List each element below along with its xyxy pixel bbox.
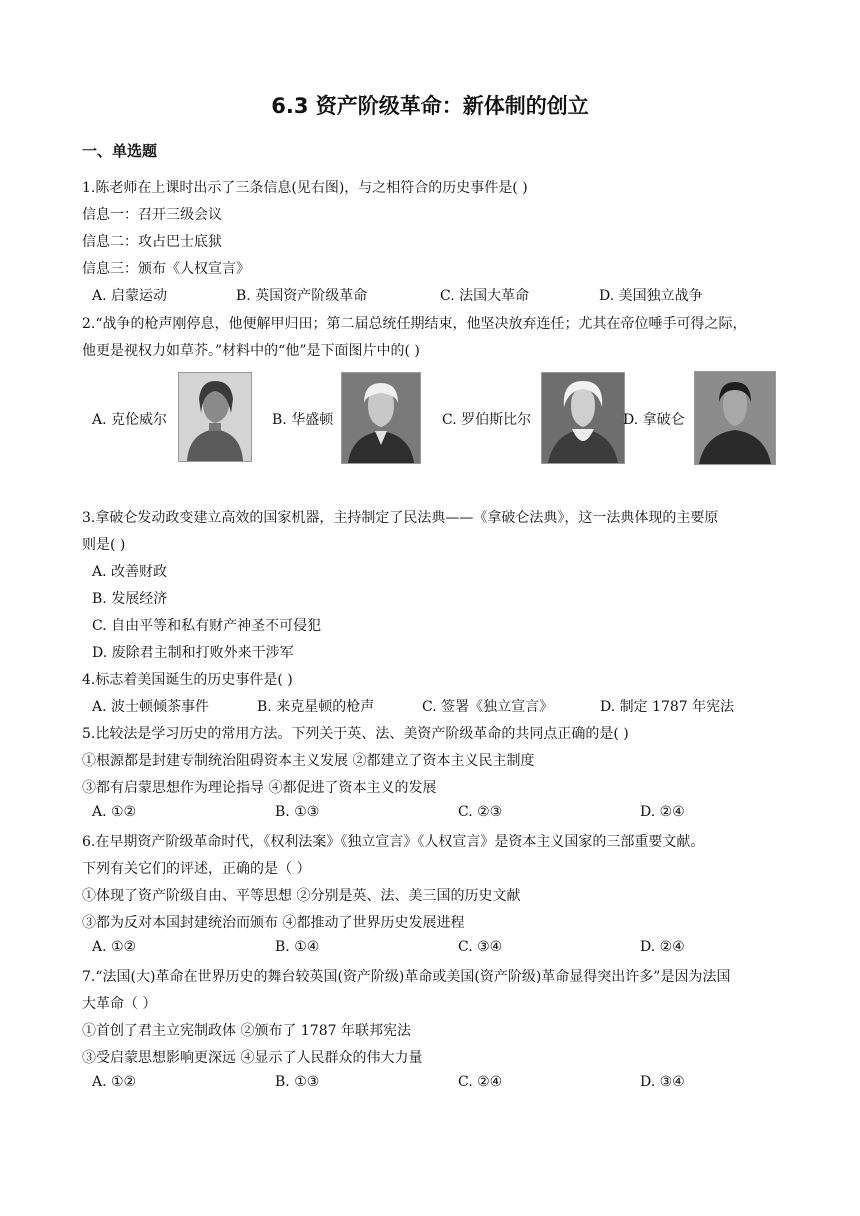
q7-items-line1: ①首创了君主立宪制政体 ②颁布了 1787 年联邦宪法 xyxy=(82,1023,411,1039)
q5-items-line2: ③都有启蒙思想作为理论指导 ④都促进了资本主义的发展 xyxy=(82,780,437,796)
q2-stem-line1: 2.“战争的枪声刚停息，他便解甲归田；第二届总统任期结束，他坚决放弃连任；尤其在帝位唾手可得之际， xyxy=(82,316,747,332)
q4-stem: 4.标志着美国诞生的历史事件是( ) xyxy=(82,672,293,688)
q5-option-d: D. ②④ xyxy=(640,804,685,820)
q6-items-line1: ①体现了资产阶级自由、平等思想 ②分别是英、法、美三国的历史文献 xyxy=(82,888,521,904)
q6-stem-line2: 下列有关它们的评述，正确的是（ ） xyxy=(82,861,311,877)
q1-stem: 1.陈老师在上课时出示了三条信息(见右图)，与之相符合的历史事件是( ) xyxy=(82,180,528,196)
q2-option-d: D. 拿破仑 xyxy=(623,412,685,428)
q2-option-b: B. 华盛顿 xyxy=(272,412,334,428)
q3-option-d: D. 废除君主制和打败外来干涉军 xyxy=(92,645,294,661)
q7-option-a: A. ①② xyxy=(92,1074,137,1090)
q3-option-c: C. 自由平等和私有财产神圣不可侵犯 xyxy=(92,618,322,634)
q3-stem-line2: 则是( ) xyxy=(82,537,126,553)
q7-stem-line2: 大革命（ ） xyxy=(82,996,157,1012)
q1-option-b: B. 英国资产阶级革命 xyxy=(236,288,368,304)
q4-option-c: C. 签署《独立宣言》 xyxy=(422,699,554,715)
q1-option-d: D. 美国独立战争 xyxy=(599,288,703,304)
q1-info-1: 信息一：召开三级会议 xyxy=(82,207,222,223)
q5-stem: 5.比较法是学习历史的常用方法。下列关于英、法、美资产阶级革命的共同点正确的是( ) xyxy=(82,726,629,742)
q7-option-b: B. ①③ xyxy=(275,1074,320,1090)
q1-info-2: 信息二：攻占巴士底狱 xyxy=(82,234,222,250)
q6-items-line2: ③都为反对本国封建统治而颁布 ④都推动了世界历史发展进程 xyxy=(82,915,465,931)
q6-option-d: D. ②④ xyxy=(640,939,685,955)
q6-stem-line1: 6.在早期资产阶级革命时代，《权利法案》《独立宣言》《人权宣言》是资本主义国家的三部重要文献。 xyxy=(82,834,705,850)
q3-option-a: A. 改善财政 xyxy=(92,564,168,580)
q5-option-c: C. ②③ xyxy=(458,804,503,820)
robespierre-portrait xyxy=(541,372,625,464)
q5-option-a: A. ①② xyxy=(92,804,137,820)
q2-stem-line2: 他更是视权力如草芥。”材料中的“他”是下面图片中的( ) xyxy=(82,343,420,359)
q2-option-a: A. 克伦威尔 xyxy=(92,412,168,428)
q1-info-3: 信息三：颁布《人权宣言》 xyxy=(82,261,250,277)
q6-option-b: B. ①④ xyxy=(275,939,320,955)
q5-items-line1: ①根源都是封建专制统治阻碍资本主义发展 ②都建立了资本主义民主制度 xyxy=(82,753,535,769)
section-heading: 一、单选题 xyxy=(82,142,158,160)
q2-option-c: C. 罗伯斯比尔 xyxy=(442,412,532,428)
q4-option-b: B. 来克星顿的枪声 xyxy=(257,699,375,715)
q7-stem-line1: 7.“法国(大)革命在世界历史的舞台较英国(资产阶级)革命或美国(资产阶级)革命显得突出许多”是因为法国 xyxy=(82,969,731,985)
q3-option-b: B. 发展经济 xyxy=(92,591,168,607)
washington-portrait xyxy=(341,372,421,464)
q4-option-a: A. 波士顿倾茶事件 xyxy=(92,699,210,715)
q7-option-c: C. ②④ xyxy=(458,1074,503,1090)
q1-option-c: C. 法国大革命 xyxy=(440,288,530,304)
q7-option-d: D. ③④ xyxy=(640,1074,685,1090)
q6-option-a: A. ①② xyxy=(92,939,137,955)
q5-option-b: B. ①③ xyxy=(275,804,320,820)
cromwell-portrait xyxy=(178,372,252,462)
q6-option-c: C. ③④ xyxy=(458,939,503,955)
q1-option-a: A. 启蒙运动 xyxy=(92,288,168,304)
q3-stem-line1: 3.拿破仑发动政变建立高效的国家机器，主持制定了民法典——《拿破仑法典》，这一法典体现的主要原 xyxy=(82,510,719,526)
napoleon-portrait xyxy=(694,371,776,465)
q7-items-line2: ③受启蒙思想影响更深远 ④显示了人民群众的伟大力量 xyxy=(82,1050,423,1066)
q4-option-d: D. 制定 1787 年宪法 xyxy=(600,699,735,715)
page-title: 6.3 资产阶级革命：新体制的创立 xyxy=(271,94,589,118)
